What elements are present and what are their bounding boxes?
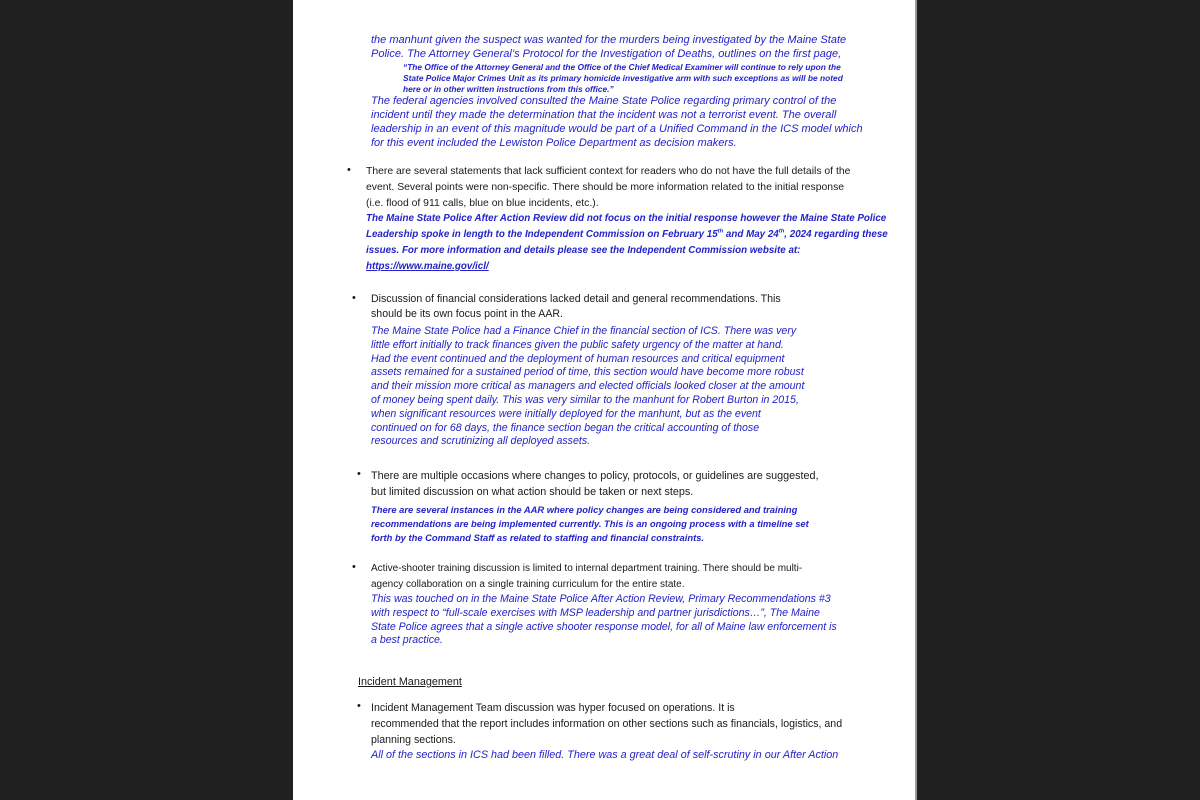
text-line: recommendations are being implemented currently. This is an ongoing process with a timeline set (371, 518, 809, 529)
text-line: The Maine State Police had a Finance Chief in the financial section of ICS. There was very (371, 325, 797, 337)
text-line: recommended that the report includes information on other sections such as financials, logistics, and (371, 718, 843, 730)
text-line: (i.e. flood of 911 calls, blue on blue incidents, etc.). (366, 198, 599, 209)
text-line: Active-shooter training discussion is limited to internal department training. There should be multi- (371, 563, 803, 574)
text-line: The Maine State Police After Action Review did not focus on the initial response however the Maine State Police (366, 213, 887, 224)
text-line: agency collaboration on a single training curriculum for the entire state. (371, 579, 685, 590)
text-line: and their mission more critical as managers and elected officials looked closer at the amount (371, 380, 805, 393)
text-line: Had the event continued and the deployment of human resources and critical equipment (371, 352, 785, 365)
text-line: This was touched on in the Maine State Police After Action Review, Primary Recommendations #3 (371, 593, 831, 605)
response-paragraph (371, 593, 837, 648)
text-line: Discussion of financial considerations lacked detail and general recommendations. This (371, 293, 781, 305)
text-line: of money being spent daily. This was very similar to the manhunt for Robert Burton in 2015, (371, 393, 799, 406)
response-paragraph (371, 94, 863, 150)
text-line: All of the sections in ICS had been filled. There was a great deal of self-scrutiny in our After Action (371, 749, 839, 761)
text-line: event. Several points were non-specific. There should be more information related to the initial response (366, 182, 845, 193)
comment-paragraph (366, 164, 850, 212)
document-page (293, 0, 915, 800)
response-paragraph (371, 748, 838, 762)
page-shadow (915, 0, 917, 800)
comment-paragraph (371, 561, 802, 593)
text-line: with respect to “full-scale exercises with MSP leadership and partner jurisdictions…”, The Maine (371, 606, 820, 619)
text-line: should be its own focus point in the AAR. (371, 308, 563, 320)
text-span: and May 24 (723, 229, 779, 240)
continuation-paragraph (371, 33, 846, 61)
text-line: for this event included the Lewiston Police Department as decision makers. (371, 137, 737, 149)
text-line: The federal agencies involved consulted the Maine State Police regarding primary control of the (371, 95, 837, 107)
text-line (366, 227, 888, 243)
text-line: leadership in an event of this magnitude would be part of a Unified Command in the ICS model which (371, 123, 863, 135)
text-line: forth by the Command Staff as related to staffing and financial constraints. (371, 532, 705, 543)
quote-line: “The Office of the Attorney General and the Office of the Chief Medical Examiner will continue to rely upon the (403, 62, 841, 72)
text-line: planning sections. (371, 734, 456, 746)
bullet-icon: • (347, 164, 351, 176)
text-line: little effort initially to track finances given the public safety urgency of the matter at hand. (371, 338, 784, 351)
text-line: issues. For more information and details please see the Independent Commission website at: (366, 245, 801, 256)
response-paragraph (371, 503, 809, 545)
commission-website-link[interactable]: https://www.maine.gov/icl/ (366, 261, 489, 272)
text-span: Leadership spoke in length to the Independent Commission on February 15 (366, 229, 718, 240)
text-line: assets remained for a sustained period of time, this section would have become more robust (371, 366, 804, 379)
text-line: Police. The Attorney General’s Protocol for the Investigation of Deaths, outlines on the first page, (371, 48, 842, 60)
block-quote (403, 62, 843, 95)
text-line: State Police agrees that a single active shooter response model, for all of Maine law enforcement is (371, 620, 837, 633)
text-line: when significant resources were initially deployed for the manhunt, but as the event (371, 407, 761, 420)
bullet-icon: • (352, 292, 356, 304)
text-line: There are multiple occasions where changes to policy, protocols, or guidelines are suggested, (371, 470, 819, 482)
superscript: th (778, 228, 785, 235)
comment-paragraph (371, 468, 819, 500)
superscript: th (717, 228, 724, 235)
text-line: There are several instances in the AAR where policy changes are being considered and training (371, 504, 798, 515)
text-span: , 2024 regarding these (784, 229, 888, 240)
quote-line: State Police Major Crimes Unit as its primary homicide investigative arm with such exceptions as will be noted (403, 73, 843, 83)
text-line: a best practice. (371, 634, 443, 647)
section-heading: Incident Management (358, 676, 462, 688)
response-paragraph (371, 325, 804, 449)
text-line: Incident Management Team discussion was hyper focused on operations. It is (371, 702, 735, 714)
text-line: resources and scrutinizing all deployed assets. (371, 435, 591, 448)
text-line: the manhunt given the suspect was wanted for the murders being investigated by the Maine State (371, 34, 847, 46)
response-paragraph (366, 211, 888, 275)
text-line: There are several statements that lack sufficient context for readers who do not have the full details of the (366, 166, 851, 177)
bullet-icon: • (352, 561, 356, 573)
text-line: continued on for 68 days, the finance section began the critical accounting of those (371, 421, 760, 434)
text-line: incident until they made the determination that the incident was not a terrorist event. The overall (371, 109, 837, 121)
quote-line: here or in other written instructions from this office.” (403, 84, 614, 94)
bullet-icon: • (357, 468, 361, 480)
text-line: but limited discussion on what action should be taken or next steps. (371, 486, 694, 498)
comment-paragraph (371, 700, 842, 748)
bullet-icon: • (357, 700, 361, 712)
comment-paragraph (371, 292, 781, 322)
